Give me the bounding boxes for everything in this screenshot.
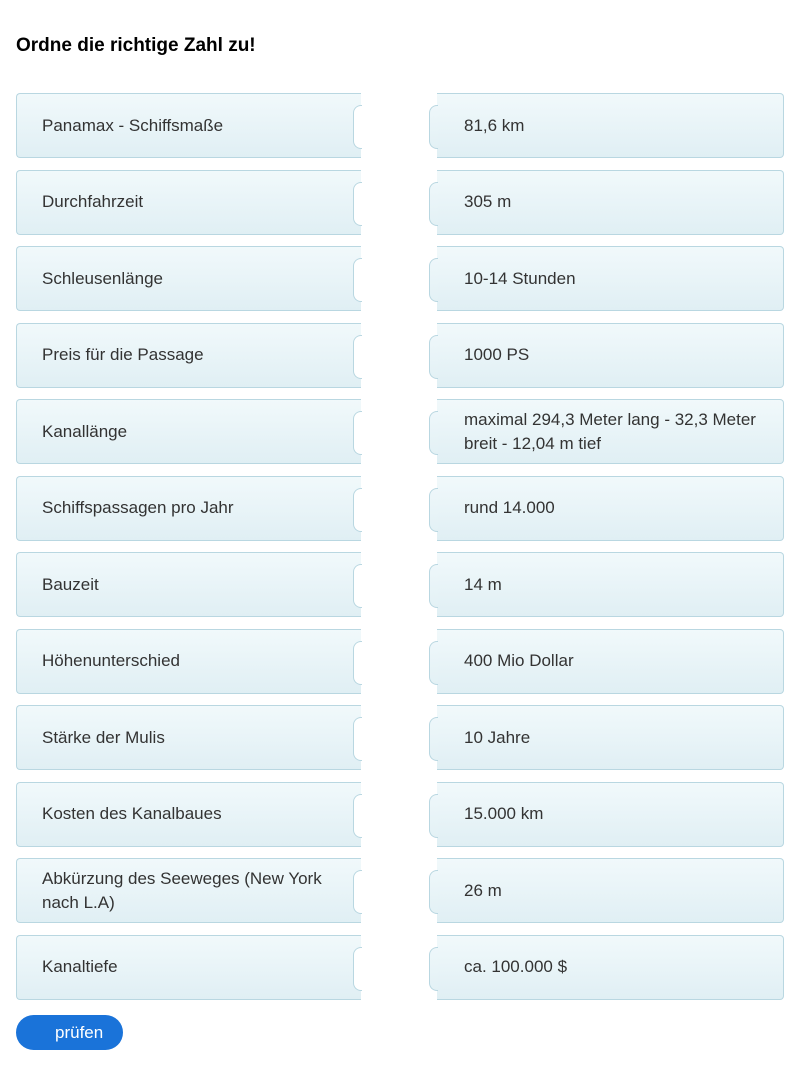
term-tile[interactable]: Panamax - Schiffsmaße	[16, 93, 361, 158]
answer-tile[interactable]: 14 m	[437, 552, 784, 617]
answer-tile[interactable]: 1000 PS	[437, 323, 784, 388]
term-tile[interactable]: Schiffspassagen pro Jahr	[16, 476, 361, 541]
answer-tile[interactable]: rund 14.000	[437, 476, 784, 541]
match-row	[16, 246, 784, 311]
check-button-label: prüfen	[55, 1022, 104, 1042]
term-tile[interactable]: Stärke der Mulis	[16, 705, 361, 770]
match-row	[16, 170, 784, 235]
match-row	[16, 782, 784, 847]
matching-rows	[16, 93, 784, 1011]
term-tile[interactable]: Kosten des Kanalbaues	[16, 782, 361, 847]
answer-tile[interactable]: 15.000 km	[437, 782, 784, 847]
term-tile[interactable]: Preis für die Passage	[16, 323, 361, 388]
term-tile[interactable]: Kanaltiefe	[16, 935, 361, 1000]
match-row	[16, 935, 784, 1000]
term-tile[interactable]: Kanallänge	[16, 399, 361, 464]
match-row	[16, 705, 784, 770]
answer-tile[interactable]: 81,6 km	[437, 93, 784, 158]
term-tile[interactable]: Bauzeit	[16, 552, 361, 617]
match-row	[16, 476, 784, 541]
page-title: Ordne die richtige Zahl zu!	[16, 35, 256, 56]
term-tile[interactable]: Abkürzung des Seeweges (New York nach L.A)	[16, 858, 361, 923]
answer-tile[interactable]: 400 Mio Dollar	[437, 629, 784, 694]
term-tile[interactable]: Höhenunterschied	[16, 629, 361, 694]
answer-tile[interactable]: ca. 100.000 $	[437, 935, 784, 1000]
match-row	[16, 552, 784, 617]
answer-tile[interactable]: 305 m	[437, 170, 784, 235]
term-tile[interactable]: Durchfahrzeit	[16, 170, 361, 235]
answer-tile[interactable]: 10-14 Stunden	[437, 246, 784, 311]
answer-tile[interactable]: 10 Jahre	[437, 705, 784, 770]
match-row	[16, 399, 784, 464]
check-button[interactable]	[16, 1015, 123, 1050]
match-row	[16, 858, 784, 923]
match-row	[16, 93, 784, 158]
term-tile[interactable]: Schleusenlänge	[16, 246, 361, 311]
match-row	[16, 629, 784, 694]
answer-tile[interactable]: maximal 294,3 Meter lang - 32,3 Meter breit - 12,04 m tief	[437, 399, 784, 464]
match-row	[16, 323, 784, 388]
answer-tile[interactable]: 26 m	[437, 858, 784, 923]
